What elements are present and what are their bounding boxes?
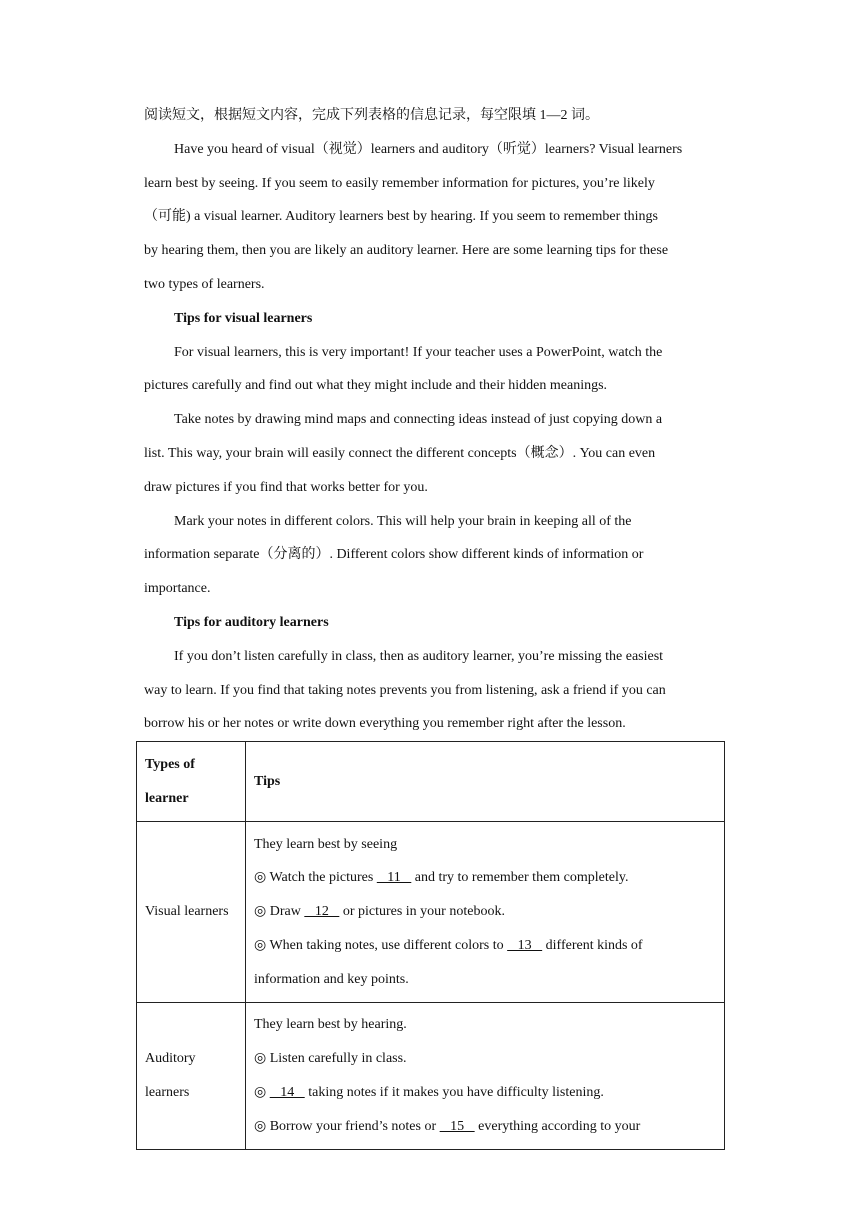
table-row-auditory	[137, 1003, 725, 1150]
auditory-type: Auditory learners	[137, 1003, 246, 1150]
blank-13: 13	[507, 937, 543, 953]
table-row-visual	[137, 822, 725, 1003]
passage-line: Have you heard of visual（视觉）learners and auditory（听觉）learners? Visual learners	[174, 141, 683, 157]
passage-line: two types of learners.	[144, 276, 265, 292]
passage-line: pictures carefully and find out what they might include and their hidden meanings.	[144, 378, 608, 394]
visual-type: Visual learners	[137, 822, 246, 1003]
passage-line: list. This way, your brain will easily connect the different concepts（概念）. You can even	[144, 445, 656, 461]
instruction: 阅读短文，根据短文内容，完成下列表格的信息记录，每空限填 1—2 词。	[144, 108, 599, 123]
passage-line: importance.	[144, 581, 211, 597]
passage-line: borrow his or her notes or write down everything you remember right after the lesson.	[144, 716, 626, 732]
header-tips: Tips	[246, 742, 725, 822]
auditory-tips: They learn best by hearing. ◎ Listen carefully in class. ◎ 14 taking notes if it makes you have difficulty listening. ◎ Borrow your friend’s notes or 15 everything according to your	[246, 1003, 725, 1150]
passage-line: Take notes by drawing mind maps and connecting ideas instead of just copying down a	[174, 412, 663, 428]
passage-line: learn best by seeing. If you seem to easily remember information for pictures, you’re likely	[144, 175, 655, 191]
blank-12: 12	[304, 904, 340, 920]
passage-line: （可能) a visual learner. Auditory learners best by hearing. If you seem to remember things	[144, 209, 658, 225]
blank-15: 15	[439, 1118, 475, 1134]
passage-line: by hearing them, then you are likely an auditory learner. Here are some learning tips for these	[144, 243, 669, 259]
heading-auditory: Tips for auditory learners	[174, 614, 329, 630]
passage-line: way to learn. If you find that taking notes prevents you from listening, ask a friend if you can	[144, 682, 666, 698]
passage-line: Mark your notes in different colors. This will help your brain in keeping all of the	[174, 513, 632, 529]
blank-11: 11	[376, 870, 412, 886]
blank-14: 14	[269, 1085, 305, 1100]
heading-visual: Tips for visual learners	[174, 310, 313, 326]
passage-line: If you don’t listen carefully in class, then as auditory learner, you’re missing the easiest	[174, 648, 664, 664]
passage	[144, 99, 728, 741]
table-header-row	[137, 742, 725, 822]
passage-line: information separate（分离的）. Different colors show different kinds of information or	[144, 547, 644, 563]
header-types: Types of learner	[137, 742, 246, 822]
passage-line: For visual learners, this is very important! If your teacher uses a PowerPoint, watch the	[174, 344, 663, 360]
tips-table	[136, 741, 725, 1150]
passage-line: draw pictures if you find that works better for you.	[144, 479, 428, 495]
visual-tips: They learn best by seeing ◎ Watch the pictures 11 and try to remember them completely. ◎ Draw 12 or pictures in your notebook. ◎ When taking notes, use different colors to 13 different kinds of information and key points.	[246, 822, 725, 1003]
